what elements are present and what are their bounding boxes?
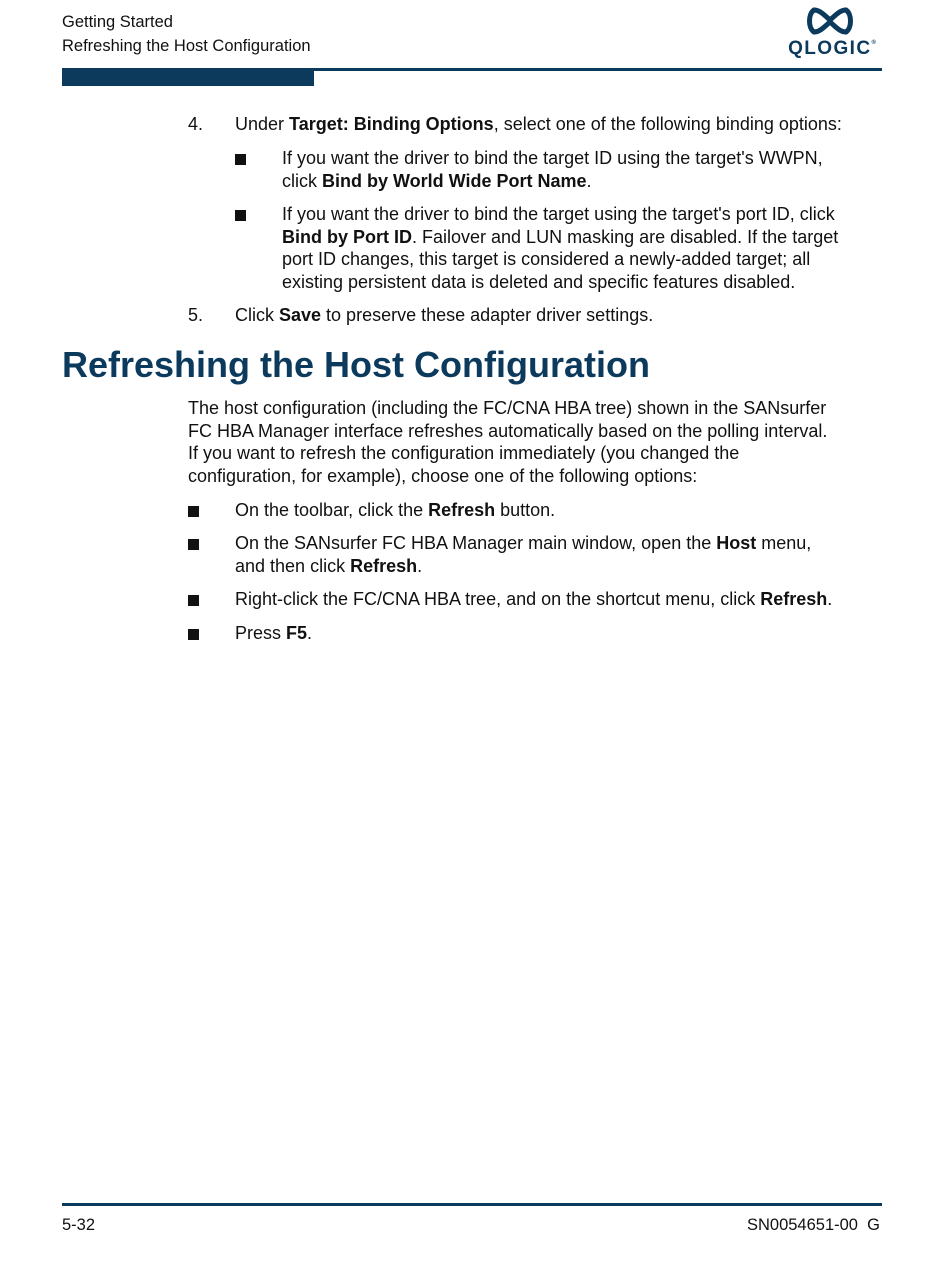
bullet-line: If you want the driver to bind the target using the target's port ID, click xyxy=(282,204,835,224)
bullet-text xyxy=(282,147,882,192)
bullet-line xyxy=(282,170,882,193)
bullet-text-post: button. xyxy=(495,500,556,520)
logo-wordmark xyxy=(786,38,878,60)
bullet-text-bold: F5 xyxy=(286,623,308,643)
step-text xyxy=(235,304,885,327)
paragraph-line: FC HBA Manager interface refreshes automatically based on the polling interval. xyxy=(188,420,828,441)
step-text-post: to preserve these adapter driver settings. xyxy=(321,305,654,325)
step-text xyxy=(235,113,885,136)
bullet-text-pre: On the SANsurfer FC HBA Manager main window, open the xyxy=(235,533,717,553)
qlogic-mark-icon xyxy=(786,6,878,38)
bullet-text-post: . Failover and LUN masking are disabled. If the target xyxy=(412,226,839,247)
step-text-pre: Click xyxy=(235,305,279,325)
page-number: 5-32 xyxy=(62,1216,96,1234)
bullet-text-bold: Bind by World Wide Port Name xyxy=(322,170,587,191)
qlogic-logo xyxy=(786,6,878,62)
bullet-text-bold: Bind by Port ID xyxy=(282,226,412,247)
header-chapter: Getting Started xyxy=(62,13,173,31)
bullet-text-post: . xyxy=(586,170,592,191)
bullet-text xyxy=(235,588,890,611)
section-title: Refreshing the Host Configuration xyxy=(62,344,650,385)
bullet-text-post: . xyxy=(307,623,313,643)
bullet-text-bold: Refresh xyxy=(428,500,496,520)
bullet-text-post: . xyxy=(417,555,423,576)
bullet-square-icon xyxy=(188,506,199,517)
bullet-line xyxy=(235,532,885,555)
bullet-square-icon xyxy=(235,210,246,221)
bullet-line: port ID changes, this target is considered a newly-added target; all xyxy=(282,249,811,269)
bullet-square-icon xyxy=(188,629,199,640)
bullet-line: existing persistent data is deleted and specific features disabled. xyxy=(282,271,796,292)
header-tab-bar xyxy=(62,71,314,86)
header-section: Refreshing the Host Configuration xyxy=(62,37,311,55)
bullet-text xyxy=(235,622,885,645)
footer-rule xyxy=(62,1203,882,1206)
bullet-square-icon xyxy=(235,154,246,165)
paragraph-line: configuration, for example), choose one of the following options: xyxy=(188,466,698,487)
bullet-text-pre: click xyxy=(282,170,322,191)
bullet-text-pre: On the toolbar, click the xyxy=(235,500,429,520)
bullet-line xyxy=(235,555,885,578)
bullet-text-bold: Host xyxy=(716,533,757,553)
bullet-text-pre: Right-click the FC/CNA HBA tree, and on the shortcut menu, click xyxy=(235,589,761,609)
bullet-text xyxy=(235,532,885,577)
step-number: 4. xyxy=(188,114,204,134)
bullet-square-icon xyxy=(188,539,199,550)
bullet-line xyxy=(282,226,892,249)
bullet-text-pre: Press xyxy=(235,623,287,643)
bullet-square-icon xyxy=(188,595,199,606)
running-head-text xyxy=(62,10,311,58)
logo-registered-mark: ® xyxy=(871,40,876,46)
step-number: 5. xyxy=(188,305,204,325)
document-id: SN0054651-00 G xyxy=(746,1216,880,1234)
step-text-post: , select one of the following binding options: xyxy=(493,114,842,134)
bullet-line: If you want the driver to bind the target ID using the target's WWPN, xyxy=(282,148,823,168)
paragraph-line: If you want to refresh the configuration immediately (you changed the xyxy=(188,443,740,464)
step-text-bold: Save xyxy=(279,305,322,325)
bullet-text-bold: Refresh xyxy=(760,589,828,609)
bullet-text-post: menu, xyxy=(756,533,812,553)
bullet-text-bold: Refresh xyxy=(350,555,418,576)
paragraph-line: The host configuration (including the FC/CNA HBA tree) shown in the SANsurfer xyxy=(188,398,827,418)
logo-text: QLOGIC xyxy=(788,38,872,59)
step-text-bold: Target: Binding Options xyxy=(289,114,494,134)
bullet-text-post: . xyxy=(827,589,833,609)
section-paragraph xyxy=(188,397,888,488)
bullet-text-pre: and then click xyxy=(235,555,351,576)
step-text-pre: Under xyxy=(235,114,290,134)
bullet-text xyxy=(235,499,885,522)
bullet-text xyxy=(282,203,892,293)
